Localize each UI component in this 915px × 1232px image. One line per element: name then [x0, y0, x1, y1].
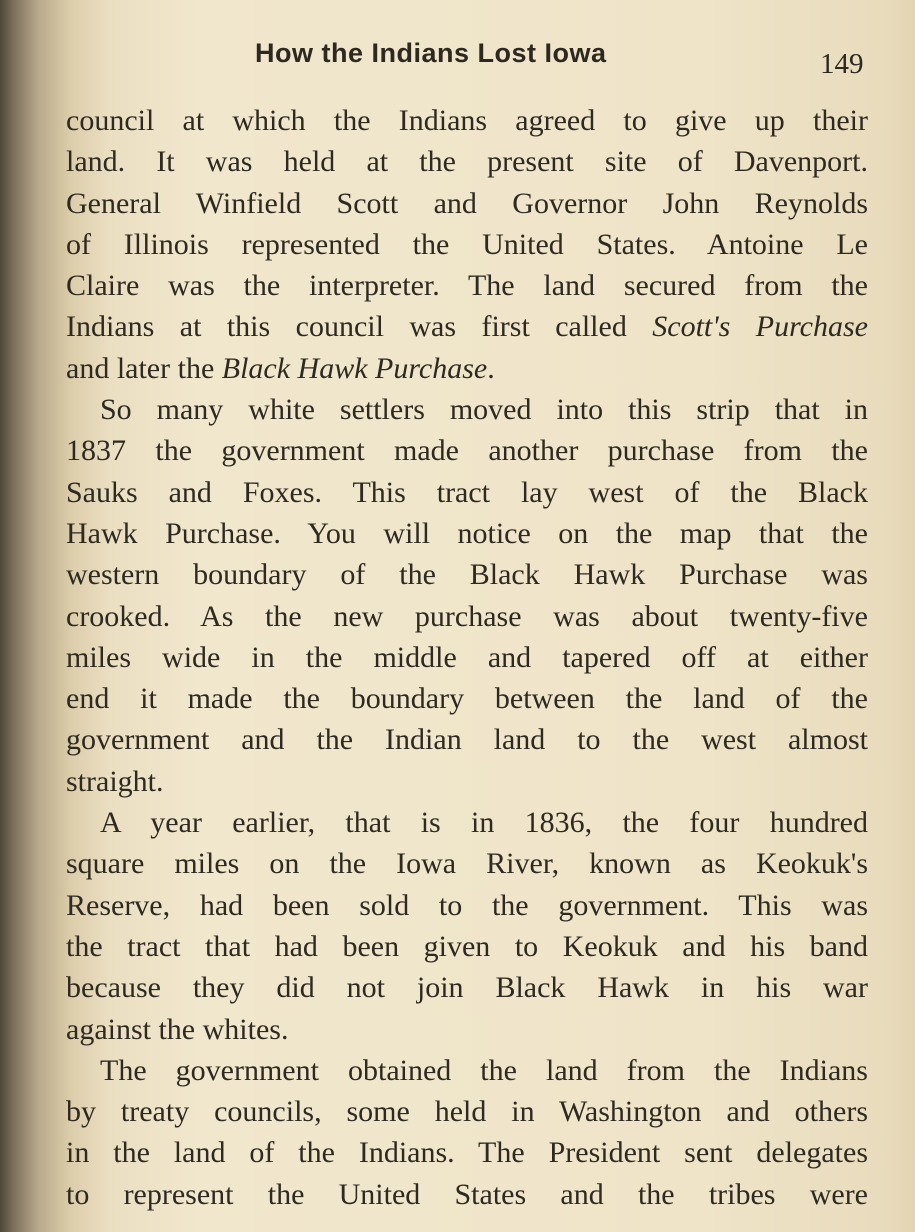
text-line — [66, 306, 868, 347]
text-line: government and the Indian land to the west almost — [66, 723, 868, 757]
text-line: square miles on the Iowa River, known as Keokuk's — [66, 847, 868, 881]
text-line: Sauks and Foxes. This tract lay west of the Black — [66, 475, 868, 509]
text-segment: and later the — [66, 351, 215, 385]
text-segment: Indians at this council was first called — [66, 310, 627, 344]
italic-term-black-hawk-purchase: Black Hawk Purchase — [221, 351, 488, 385]
text-line: by treaty councils, some held in Washington and others — [66, 1095, 868, 1129]
body-text — [66, 100, 868, 1215]
text-line: General Winfield Scott and Governor John Reynolds — [66, 186, 868, 220]
text-line: western boundary of the Black Hawk Purchase was — [66, 558, 868, 592]
text-line: land. It was held at the present site of Davenport. — [66, 145, 868, 179]
text-line: to represent the United States and the tribes were — [66, 1177, 868, 1211]
text-line: council at which the Indians agreed to give up their — [66, 104, 868, 137]
text-line: end it made the boundary between the land of the — [66, 682, 868, 716]
text-line: in the land of the Indians. The President sent delegates — [66, 1136, 868, 1170]
text-line: Claire was the interpreter. The land secured from the — [66, 269, 868, 303]
text-line: the tract that had been given to Keokuk and his band — [66, 929, 868, 963]
text-line — [66, 348, 868, 389]
text-line: Hawk Purchase. You will notice on the map that the — [66, 516, 868, 550]
text-line: 1837 the government made another purchase from the — [66, 434, 868, 468]
text-segment: . — [487, 351, 495, 385]
text-line: So many white settlers moved into this strip that in — [100, 393, 868, 427]
text-line: of Illinois represented the United States. Antoine Le — [66, 227, 868, 261]
text-line: against the whites. — [66, 1012, 289, 1046]
italic-term-scotts-purchase: Scott's Purchase — [652, 310, 868, 344]
text-line: because they did not join Black Hawk in his war — [66, 971, 868, 1005]
text-line: The government obtained the land from the Indians — [100, 1053, 868, 1087]
text-line: Reserve, had been sold to the government. This was — [66, 888, 868, 922]
page-number: 149 — [820, 48, 864, 80]
text-line: straight. — [66, 764, 164, 798]
running-head — [0, 38, 915, 78]
chapter-title: How the Indians Lost Iowa — [255, 38, 607, 68]
text-line: miles wide in the middle and tapered off at either — [66, 640, 868, 674]
text-line: A year earlier, that is in 1836, the four hundred — [100, 806, 868, 840]
text-line: crooked. As the new purchase was about twenty-five — [66, 599, 868, 633]
